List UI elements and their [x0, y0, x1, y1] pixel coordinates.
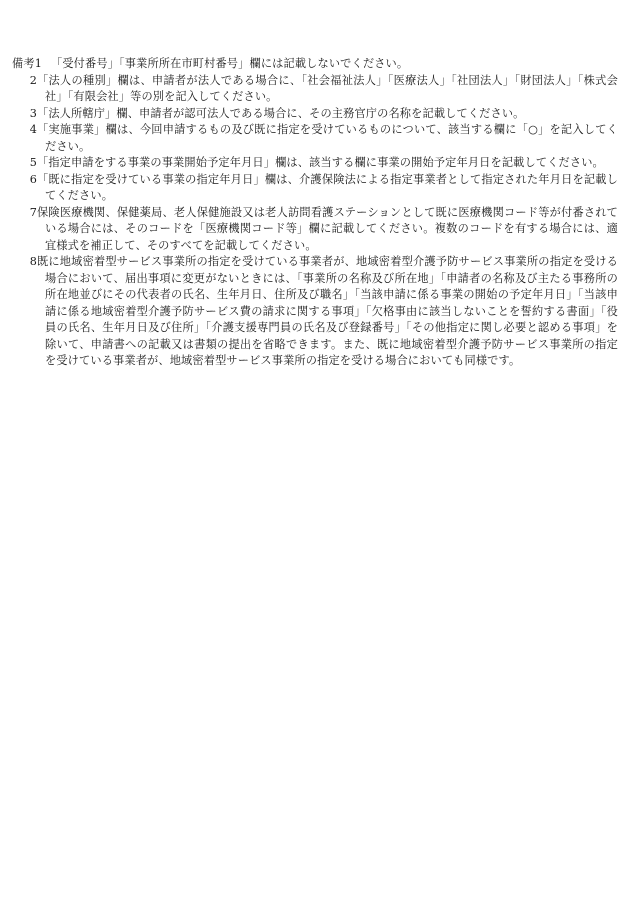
remark-item-5: [12, 155, 618, 172]
remark-text: 「実施事業」欄は、今回申請するもの及び既に指定を受けているものについて、該当する欄に「○」を記入してください。: [37, 123, 618, 153]
remark-text: 保険医療機関、保健薬局、老人保健施設又は老人訪問看護ステーションとして既に医療機関コード等が付番されている場合には、そのコードを「医療機関コード等」欄に記載してください。複数のコードを有する場合には、適宜様式を補正して、そのすべてを記載してください。: [37, 205, 618, 252]
remark-text: 「受付番号」「事業所所在市町村番号」欄には記載しないでください。: [51, 57, 409, 70]
remarks-section: [12, 56, 618, 370]
remark-text: 「指定申請をする事業の事業開始予定年月日」欄は、該当する欄に事業の開始予定年月日を記載してください。: [37, 156, 604, 169]
remark-number: 1: [34, 57, 42, 70]
remark-item-2: [12, 73, 618, 106]
remark-number: 7: [29, 205, 37, 219]
remark-item-6: [12, 172, 618, 205]
remark-item-8: [12, 254, 618, 370]
remark-number: 6: [29, 172, 37, 186]
remark-item-1: [12, 56, 618, 73]
remarks-heading: 備考: [12, 57, 35, 70]
remark-text: 「法人の種別」欄は、申請者が法人である場合に、「社会福祉法人」「医療法人」「社団法人」「財団法人」「株式会社」「有限会社」等の別を記入してください。: [37, 73, 618, 103]
remark-item-4: [12, 122, 618, 155]
remark-number: 8: [29, 255, 37, 268]
remark-text: 「既に指定を受けている事業の指定年月日」欄は、介護保険法による指定事業者として指定された年月日を記載してください。: [37, 172, 618, 202]
remark-text: 既に地域密着型サービス事業所の指定を受けている事業者が、地域密着型介護予防サービス事業所の指定を受ける場合において、届出事項に変更がないときには、「事業所の名称及び所在地」「申請者の名称及び主たる事務所の所在地並びにその代表者の氏名、生年月日、住所及び職名」「当該申請に係る事業の開始の予定年月日」「当該申請に係る地域密着型介護予防サービス費の請求に関する事項」「欠格事由に該当しないことを誓約する書面」「役員の氏名、生年月日及び住所」「介護支援専門員の氏名及び登録番号」「その他指定に関し必要と認める事項」を除いて、申請書への記載又は書類の提出を省略できます。また、既に地域密着型介護予防サービス事業所の指定を受けている事業者が、地域密着型サービス事業所の指定を受ける場合においても同様です。: [37, 255, 618, 367]
remark-number: 4: [29, 123, 37, 136]
remark-item-7: [12, 205, 618, 255]
remark-text: 「法人所轄庁」欄、申請者が認可法人である場合に、その主務官庁の名称を記載してください。: [37, 106, 525, 120]
remark-number: 3: [29, 106, 37, 120]
remark-number: 5: [29, 156, 37, 169]
remark-item-3: [12, 106, 618, 123]
remark-number: 2: [29, 73, 37, 87]
